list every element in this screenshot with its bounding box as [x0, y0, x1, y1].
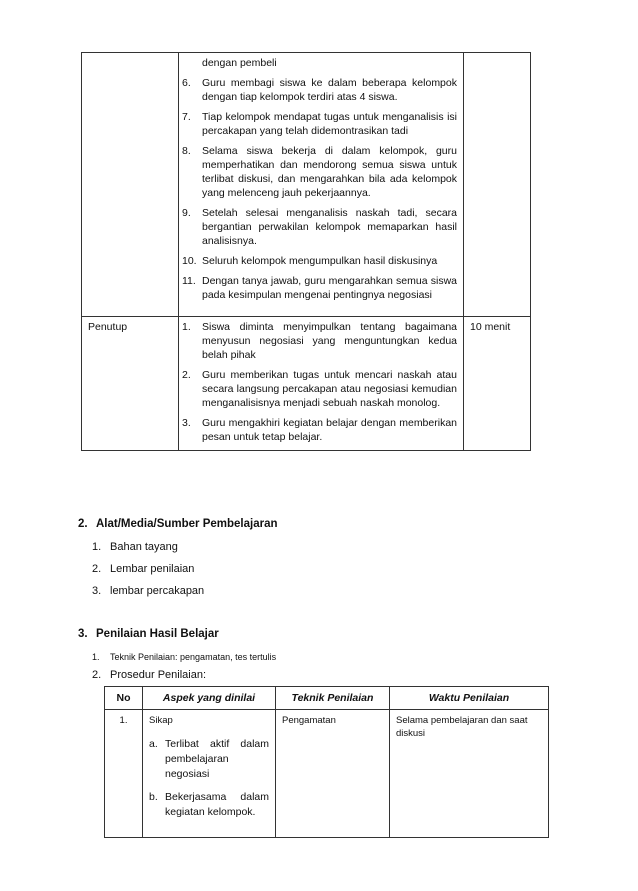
header-aspect: Aspek yang dinilai — [143, 687, 276, 710]
time-label: 10 menit — [470, 321, 511, 333]
table-row — [105, 710, 549, 838]
list-item: 2. Prosedur Penilaian: — [92, 669, 207, 681]
phase-label: Penutup — [88, 321, 128, 333]
time-cell — [464, 317, 531, 451]
list-item: 1. Siswa diminta menyimpulkan tentang bagaimana menyusun negosiasi yang menguntungkan kedua belah pihak — [182, 321, 457, 361]
table-row — [82, 317, 531, 451]
list-item: 1. Bahan tayang — [92, 541, 178, 553]
cell-no: 1. — [105, 710, 143, 838]
header-no: No — [105, 687, 143, 710]
list-item: 8. Selama siswa bekerja di dalam kelompok, guru memperhatikan dan mendorong semua siswa untuk terlibat diskusi, dan mengarahkan bila ada kelompok yang melenceng jauh pekerjaannya. — [182, 145, 457, 199]
table-header-row — [105, 687, 549, 710]
steps-list — [179, 76, 463, 302]
list-item: 10. Seluruh kelompok mengumpulkan hasil diskusinya — [182, 255, 438, 267]
header-technique: Teknik Penilaian — [276, 687, 390, 710]
list-item: 3. Guru mengakhiri kegiatan belajar dengan memberikan pesan untuk tetap belajar. — [182, 417, 457, 443]
steps-cell — [179, 53, 464, 317]
header-time: Waktu Penilaian — [390, 687, 549, 710]
phase-cell — [82, 317, 179, 451]
list-item: b. Bekerjasama dalam kegiatan kelompok. — [149, 791, 269, 818]
section-heading: 2. Alat/Media/Sumber Pembelajaran — [78, 518, 278, 530]
assessment-table — [104, 686, 549, 838]
continuation-text: dengan pembeli — [202, 57, 277, 69]
cell-time: Selama pembelajaran dan saat diskusi — [390, 710, 549, 838]
table-row — [82, 53, 531, 317]
steps-list — [179, 317, 463, 444]
list-item: 11. Dengan tanya jawab, guru mengarahkan semua siswa pada kesimpulan mengenai pentingnya negosiasi — [182, 275, 457, 301]
list-item: 2. Lembar penilaian — [92, 563, 195, 575]
activity-table — [81, 52, 531, 451]
list-item: a. Terlibat aktif dalam pembelajaran negosiasi — [149, 738, 269, 780]
list-item: 6. Guru membagi siswa ke dalam beberapa kelompok dengan tiap kelompok terdiri atas 4 siswa. — [182, 77, 457, 103]
cell-technique: Pengamatan — [276, 710, 390, 838]
aspect-label: Sikap — [149, 715, 173, 726]
list-item: 2. Guru memberikan tugas untuk mencari naskah atau secara langsung percakapan atau negosiasi kemudian menganalisisnya menjadi sebuah naskah monolog. — [182, 369, 457, 409]
list-item: 1. Teknik Penilaian: pengamatan, tes tertulis — [92, 652, 277, 662]
list-item: 9. Setelah selesai menganalisis naskah tadi, secara bergantian perwakilan kelompok memaparkan hasil analisisnya. — [182, 207, 457, 247]
aspect-sublist — [149, 737, 269, 820]
list-item: 3. lembar percakapan — [92, 585, 205, 597]
cell-aspect — [143, 710, 276, 838]
list-item: 7. Tiap kelompok mendapat tugas untuk menganalisis isi percakapan yang telah didemontrasikan tadi — [182, 111, 457, 137]
steps-cell — [179, 317, 464, 451]
time-cell — [464, 53, 531, 317]
section-heading: 3. Penilaian Hasil Belajar — [78, 628, 219, 640]
phase-cell — [82, 53, 179, 317]
